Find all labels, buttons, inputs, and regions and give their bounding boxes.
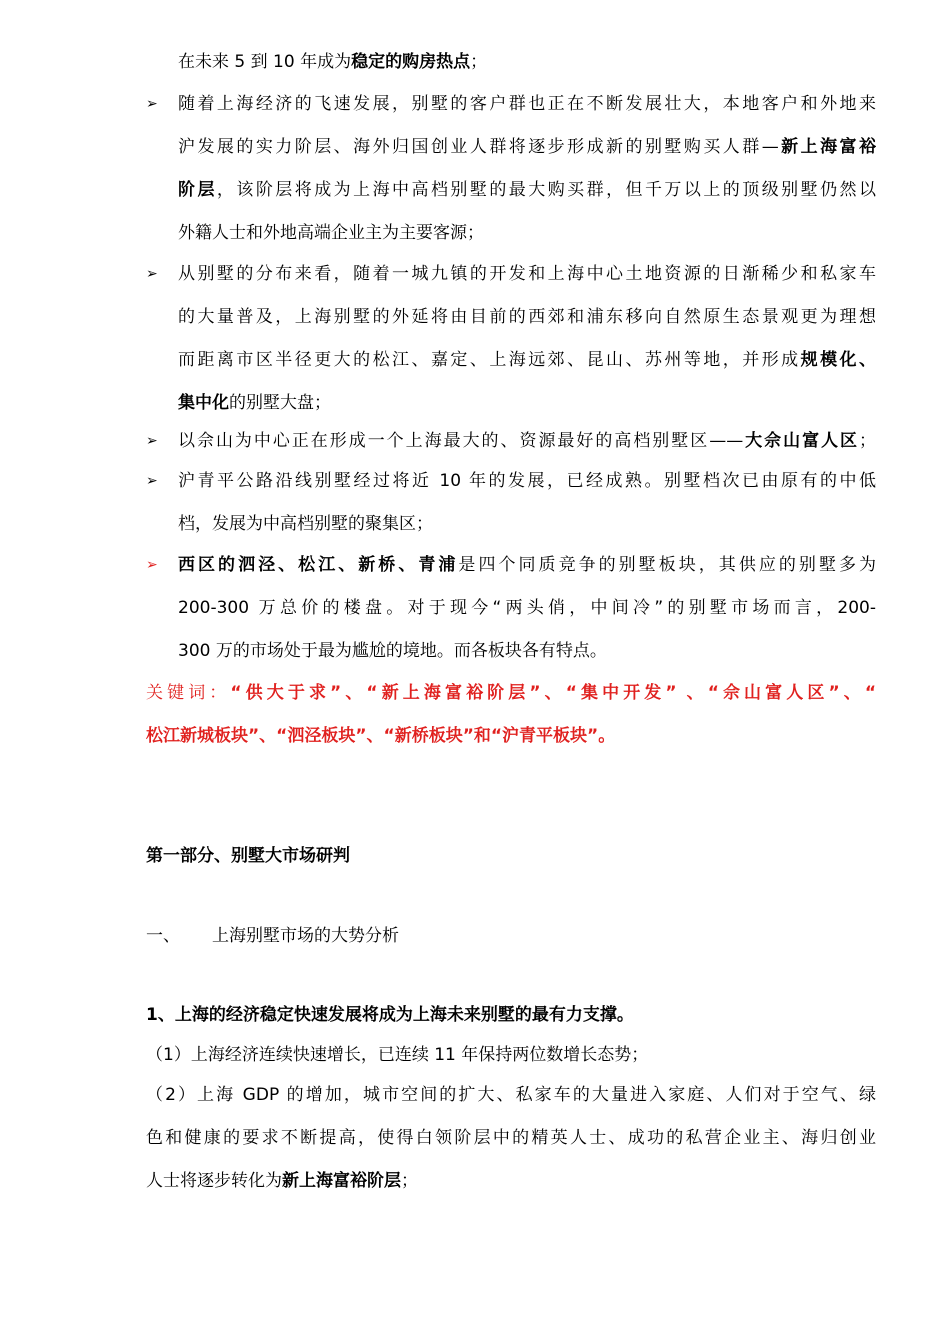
- keywords-list: “供大于求”、“新上海富裕阶层”、“集中开发” 、“佘山富人区”、“: [230, 683, 876, 703]
- bullet-line: [178, 553, 876, 577]
- bullet-line: 沪青平公路沿线别墅经过将近 10 年的发展，已经成熟。别墅档次已由原有的中低: [178, 471, 876, 491]
- bullet-line: 300 万的市场处于最为尴尬的境地。而各板块各有特点。: [178, 641, 607, 661]
- bullet-line: [178, 135, 876, 159]
- part-heading: [146, 844, 350, 868]
- bullet-line: 随着上海经济的飞速发展，别墅的客户群也正在不断发展壮大，本地客户和外地来: [178, 94, 876, 114]
- bullet-line: [178, 391, 331, 415]
- text-run: 的别墅大盘；: [229, 393, 331, 413]
- bullet-line: 档，发展为中高档别墅的聚集区；: [178, 514, 433, 534]
- bullet-line: 的大量普及，上海别墅的外延将由目前的西郊和浦东移向自然原生态景观更为理想: [178, 307, 876, 327]
- bullet-line: [178, 429, 876, 453]
- bullet-arrow-icon: ➢: [146, 266, 158, 282]
- paragraph-continuation: [178, 50, 487, 74]
- text-run: 以佘山为中心正在形成一个上海最大的、资源最好的高档别墅区——: [178, 431, 744, 451]
- chapter-heading: [146, 924, 180, 948]
- text-run: ；: [470, 52, 488, 72]
- bold-text: 新上海富裕: [778, 137, 877, 157]
- bullet-line: 外籍人士和外地高端企业主为主要客源；: [178, 223, 484, 243]
- keywords-line: [146, 724, 615, 748]
- text-run: ；: [401, 1171, 418, 1191]
- keywords-label: 关键词：: [146, 683, 231, 703]
- list-item-continuation: 色和健康的要求不断提高，使得白领阶层中的精英人士、成功的私营企业主、海归创业: [146, 1128, 876, 1148]
- list-item-continuation: [146, 1169, 418, 1193]
- part-title: 第一部分、别墅大市场研判: [146, 846, 350, 866]
- bullet-line: [178, 348, 876, 372]
- bold-text: 规模化、: [800, 350, 877, 370]
- text-run: ，该阶层将成为上海中高档别墅的最大购买群，但千万以上的顶级别墅仍然以: [216, 180, 877, 200]
- text-run: 是四个同质竞争的别墅板块，其供应的别墅多为: [458, 555, 877, 575]
- list-item: （2）上海 GDP 的增加，城市空间的扩大、私家车的大量进入家庭、人们对于空气、绿: [146, 1085, 876, 1105]
- chapter-title: 上海别墅市场的大势分析: [212, 926, 399, 946]
- text-run: 人士将逐步转化为: [146, 1171, 282, 1191]
- chapter-number: 一、: [146, 926, 180, 946]
- bold-text: 阶层: [178, 180, 217, 200]
- bold-text: 西区的泗泾、松江、新桥、青浦: [178, 555, 459, 575]
- bold-text: 大佘山富人区: [743, 431, 860, 451]
- text-run: ；: [859, 431, 877, 451]
- bullet-line: 从别墅的分布来看，随着一城九镇的开发和上海中心土地资源的日渐稀少和私家车: [178, 264, 876, 284]
- keywords-list: 松江新城板块”、“泗泾板块”、“新桥板块”和“沪青平板块”。: [146, 726, 616, 746]
- point-heading: [146, 1003, 634, 1027]
- keywords-line: [146, 681, 876, 705]
- bold-text: 集中化: [178, 393, 229, 413]
- bullet-arrow-icon: ➢: [146, 96, 158, 112]
- bullet-arrow-icon: ➢: [146, 433, 158, 449]
- bullet-line: 200-300 万总价的楼盘。对于现今“两头俏，中间冷”的别墅市场而言，200-: [178, 598, 876, 618]
- bold-text: 新上海富裕阶层: [282, 1171, 401, 1191]
- text-run: 而距离市区半径更大的松江、嘉定、上海远郊、昆山、苏州等地，并形成: [178, 350, 801, 370]
- text-run: 在未来 5 到 10 年成为: [178, 52, 352, 72]
- bullet-arrow-icon: ➢: [146, 557, 158, 573]
- point-title: 1、上海的经济稳定快速发展将成为上海未来别墅的最有力支撑。: [146, 1005, 634, 1025]
- bullet-arrow-icon: ➢: [146, 473, 158, 489]
- list-item: （1）上海经济连续快速增长，已连续 11 年保持两位数增长态势；: [146, 1045, 649, 1065]
- bullet-line: [178, 178, 876, 202]
- bold-text: 稳定的购房热点: [351, 52, 471, 72]
- text-run: 沪发展的实力阶层、海外归国创业人群将逐步形成新的别墅购买人群—: [178, 137, 779, 157]
